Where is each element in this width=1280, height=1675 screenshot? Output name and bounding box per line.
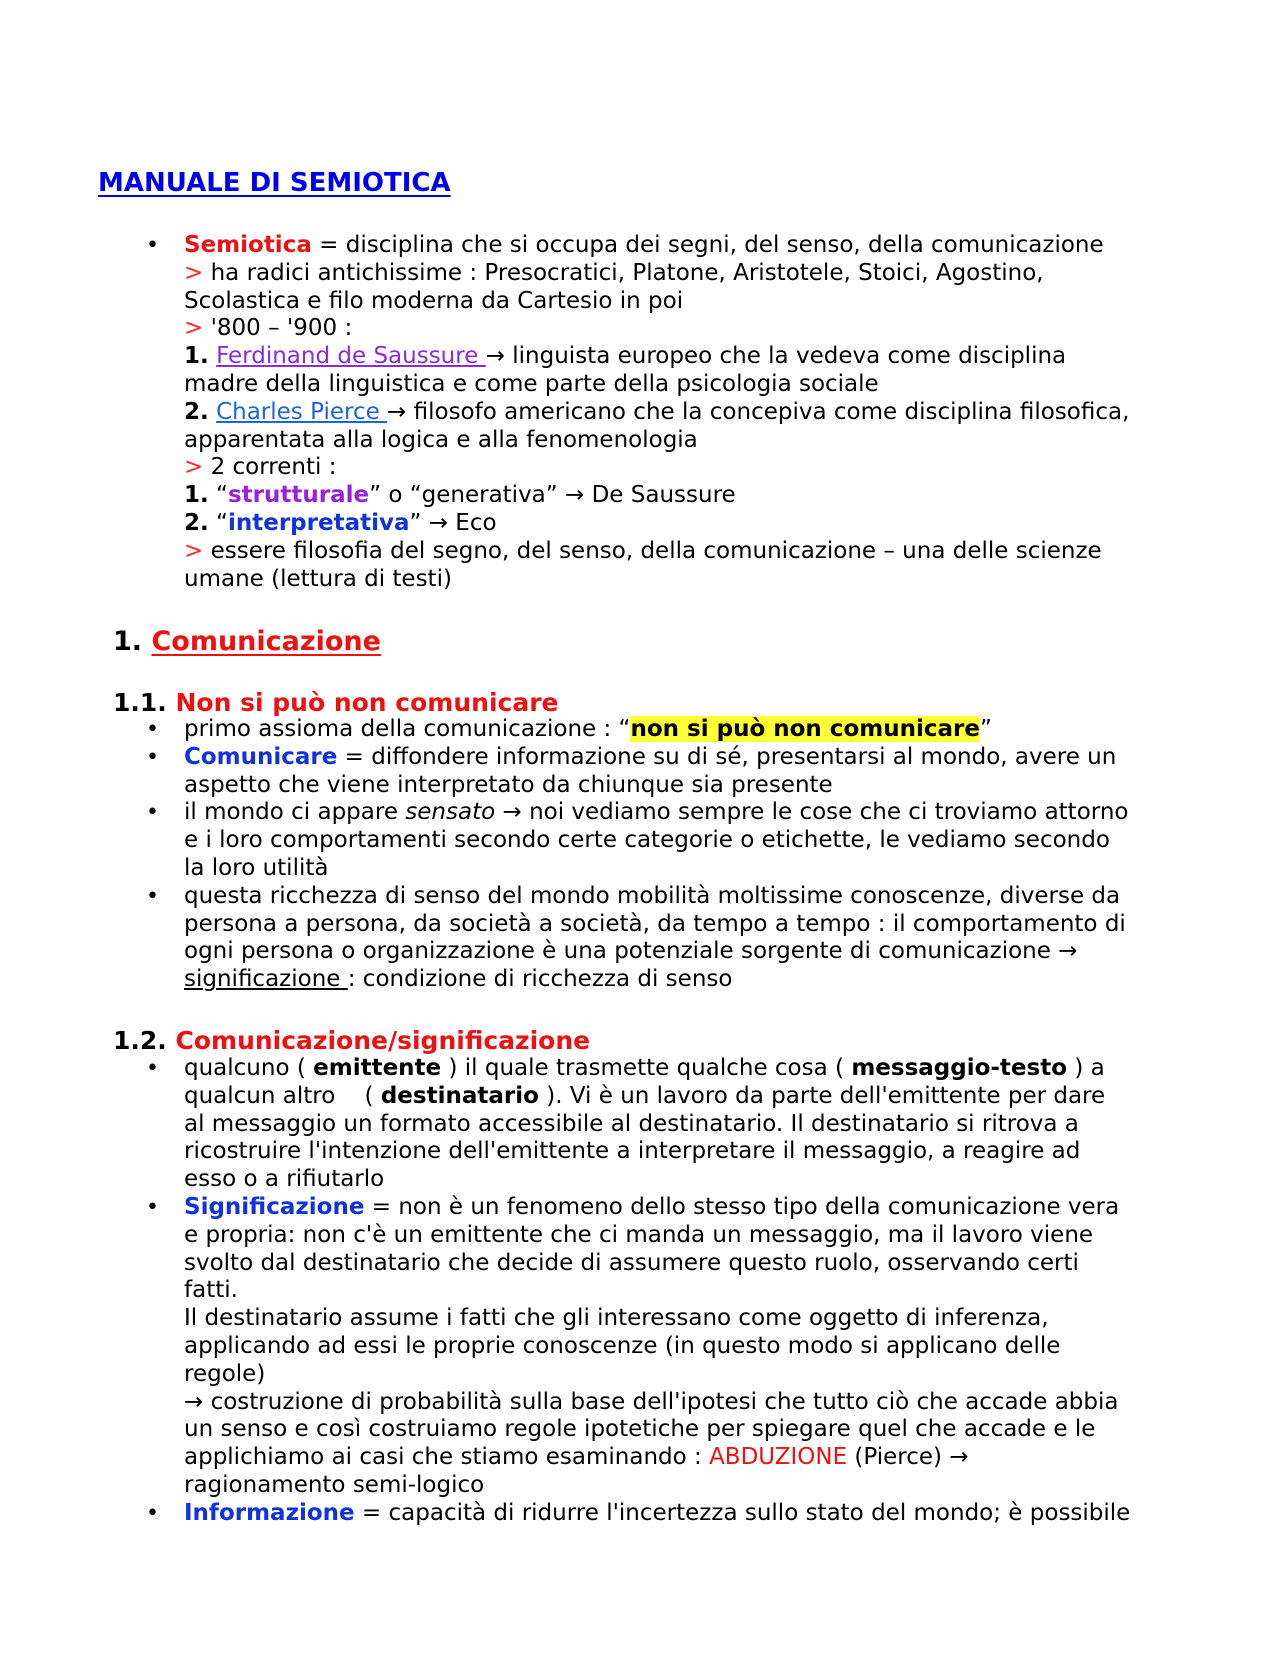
arrow-marker: > xyxy=(184,259,204,286)
term-informazione: Informazione xyxy=(184,1499,355,1526)
term-strutturale: strutturale xyxy=(227,482,370,509)
pierce-link[interactable]: Charles Pierce xyxy=(216,398,388,425)
bullet-icon: • xyxy=(146,800,159,826)
term-comunicare: Comunicare xyxy=(184,743,338,770)
list-item: • qualcuno ( emittente ) il quale trasmette qualche cosa ( messaggio-testo ) a qualcun altro ( destinatario ). Vi è un lavoro da parte dell'emittente per dare al messaggio un formato accessibile al destinatario. Il destinatario si ritrova a ricostruire l'intenzione dell'emittente a interpretare il messaggio, a reagire ad esso o a rifiutarlo xyxy=(146,1055,1106,1193)
bullet-icon: • xyxy=(146,744,159,770)
term-significazione-def: Significazione xyxy=(184,1193,365,1220)
term-semiotica: Semiotica xyxy=(184,232,312,258)
list-item: • Significazione = non è un fenomeno dello stesso tipo della comunicazione vera e propria: non c'è un emittente che ci manda un messaggio, ma il lavoro viene svolto dal destinatario che decide di assumere questo ruolo, osservando certi fatti. Il destinatario assume i fatti che gli interessano come oggetto di inferenza, applicando ad essi le proprie conoscenze (in questo modo si applicano delle regole) → costruzione di probabilità sulla base dell'ipotesi che tutto ciò che accade abbia un senso e così costruiamo regole ipotetiche per spiegare quel che accade e le applichiamo ai casi che stiamo esaminando : ABDUZIONE (Pierce) → ragionamento semi-logico xyxy=(146,1193,1120,1498)
highlighted-axiom: non si può non comunicare xyxy=(630,716,980,742)
list-item: • questa ricchezza di senso del mondo mobilità moltissime conoscenze, diverse da persona a persona, da società a società, da tempo a tempo : il comportamento di ogni persona o organizzazione è una potenziale sorgente di comunicazione → significazione : condizione di ricchezza di senso xyxy=(146,882,1126,993)
term-emittente: emittente xyxy=(313,1055,442,1081)
term-significazione: significazione xyxy=(184,966,348,993)
bullet-icon: • xyxy=(146,883,159,909)
list-item: • Comunicare = diffondere informazione su di sé, presentarsi al mondo, avere un aspetto che viene interpretato da chiunque sia presente xyxy=(146,743,1117,798)
saussure-link[interactable]: Ferdinand de Saussure xyxy=(216,343,486,370)
arrow-marker: > xyxy=(184,454,204,481)
section-heading-1-2: 1.2. Comunicazione/significazione xyxy=(113,1026,591,1055)
bullet-icon: • xyxy=(146,717,159,742)
arrow-marker: > xyxy=(184,315,204,342)
bullet-icon: • xyxy=(146,1056,159,1081)
bullet-icon: • xyxy=(146,233,159,258)
list-item: • il mondo ci appare sensato → noi vediamo sempre le cose che ci troviamo attorno e i loro comportamenti secondo certe categorie o etichette, le vediamo secondo la loro utilità xyxy=(146,799,1129,881)
term-abduzione: ABDUZIONE xyxy=(709,1444,848,1471)
term-destinatario: destinatario xyxy=(380,1082,539,1109)
list-item: • Semiotica = disciplina che si occupa dei segni, del senso, della comunicazione > ha radici antichissime : Presocratici, Platone, Aristotele, Stoici, Agostino, Scolastica e filo moderna da Cartesio in poi > '800 – '900 : 1. Ferdinand de Saussure → linguista europeo che la vedeva come disciplina madre della linguistica e come parte della psicologia sociale 2. Charles Pierce → filosofo americano che la concepiva come disciplina filosofica, apparentata alla logica e alla fenomenologia > 2 correnti : 1. “strutturale” o “generativa” → De Saussure 2. “interpretativa” → Eco > essere filosofia del segno, del senso, della comunicazione – una delle scienze umane (lettura di testi) xyxy=(146,232,1130,592)
document-title: MANUALE DI SEMIOTICA xyxy=(98,168,451,198)
term-interpretativa: interpretativa xyxy=(227,509,410,536)
list-item: • primo assioma della comunicazione : “non si può non comunicare” xyxy=(146,716,992,742)
term-messaggio: messaggio-testo xyxy=(851,1055,1068,1081)
section-heading-1: 1. Comunicazione xyxy=(113,626,381,657)
section-1-1-list xyxy=(0,716,1280,994)
bullet-icon: • xyxy=(146,1500,159,1526)
list-item: • Informazione = capacità di ridurre l'incertezza sullo stato del mondo; è possibile xyxy=(146,1499,1131,1526)
bullet-icon: • xyxy=(146,1194,159,1220)
section-1-2-list xyxy=(0,1055,1280,1528)
section-heading-1-1: 1.1. Non si può non comunicare xyxy=(113,688,559,717)
arrow-marker: > xyxy=(184,537,204,564)
intro-block xyxy=(0,232,1280,593)
